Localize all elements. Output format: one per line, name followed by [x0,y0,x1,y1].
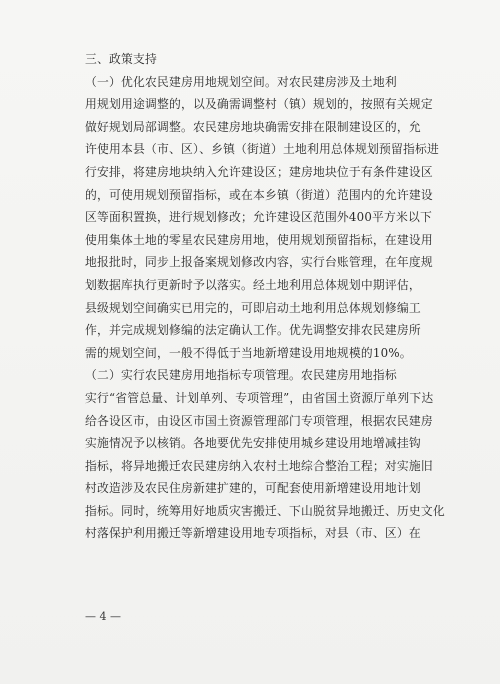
text-line: 使用集体土地的零星农民建房用地，使用规划预留指标，在建设用 [85,232,433,247]
paragraph-plan-space [85,71,450,365]
document-body [85,48,450,545]
text-line: 实行“省管总量、计划单列、专项管理”，由省国土资源厅单列下达 [85,390,434,405]
text-line: 划数据库执行更新时予以落实。经土地利用总体规划中期评估， [85,277,421,292]
section-heading: 三、政策支持 [85,52,157,66]
text-line: 村改造涉及农民住房新建扩建的，可配套使用新增建设用地计划 [85,481,421,496]
page-number: — 4 — [85,610,121,623]
text-line: 的，可使用规划预留指标，或在本乡镇（街道）范围内的允许建设 [85,187,433,202]
text-line: 需的规划空间，一般不得低于当地新增建设用地规模的10%。 [85,345,412,360]
text-line: 指标，将异地搬迁农民建房纳入农村土地综合整治工程；对实施旧 [85,458,433,473]
text-line: （二）实行农民建房用地指标专项管理。农民建房用地指标 [85,368,397,383]
text-line: 给各设区市，由设区市国土资源管理部门专项管理，根据农民建房 [85,413,433,428]
text-line: 作，并完成规划修编的法定确认工作。优先调整安排农民建房所 [85,323,421,338]
text-line: 县级规划空间确实已用完的，可即启动土地利用总体规划修编工 [85,300,421,315]
text-line: 区等面积置换，进行规划修改；允许建设区范围外400平方米以下 [85,210,433,225]
text-line: 地报批时，同步上报备案规划修改内容，实行台账管理，在年度规 [85,255,433,270]
text-line: （一）优化农民建房用地规划空间。对农民建房涉及土地利 [85,74,397,89]
text-line: 许使用本县（市、区）、乡镇（街道）土地利用总体规划预留指标进 [85,142,440,157]
text-line: 做好规划局部调整。农民建房地块确需安排在限制建设区的，允 [85,119,421,134]
text-line: 村落保护利用搬迁等新增建设用地专项指标，对县（市、区）在 [85,526,421,541]
text-line: 用规划用途调整的，以及确需调整村（镇）规划的，按照有关规定 [85,97,433,112]
text-line: 指标。同时，统筹用好地质灾害搬迁、下山脱贫异地搬迁、历史文化 [85,503,445,518]
paragraph-quota-management [85,364,450,545]
text-line: 实施情况予以核销。各地要优先安排使用城乡建设用地增减挂钩 [85,436,421,451]
text-line: 行安排，将建房地块纳入允许建设区；建房地块位于有条件建设区 [85,164,433,179]
